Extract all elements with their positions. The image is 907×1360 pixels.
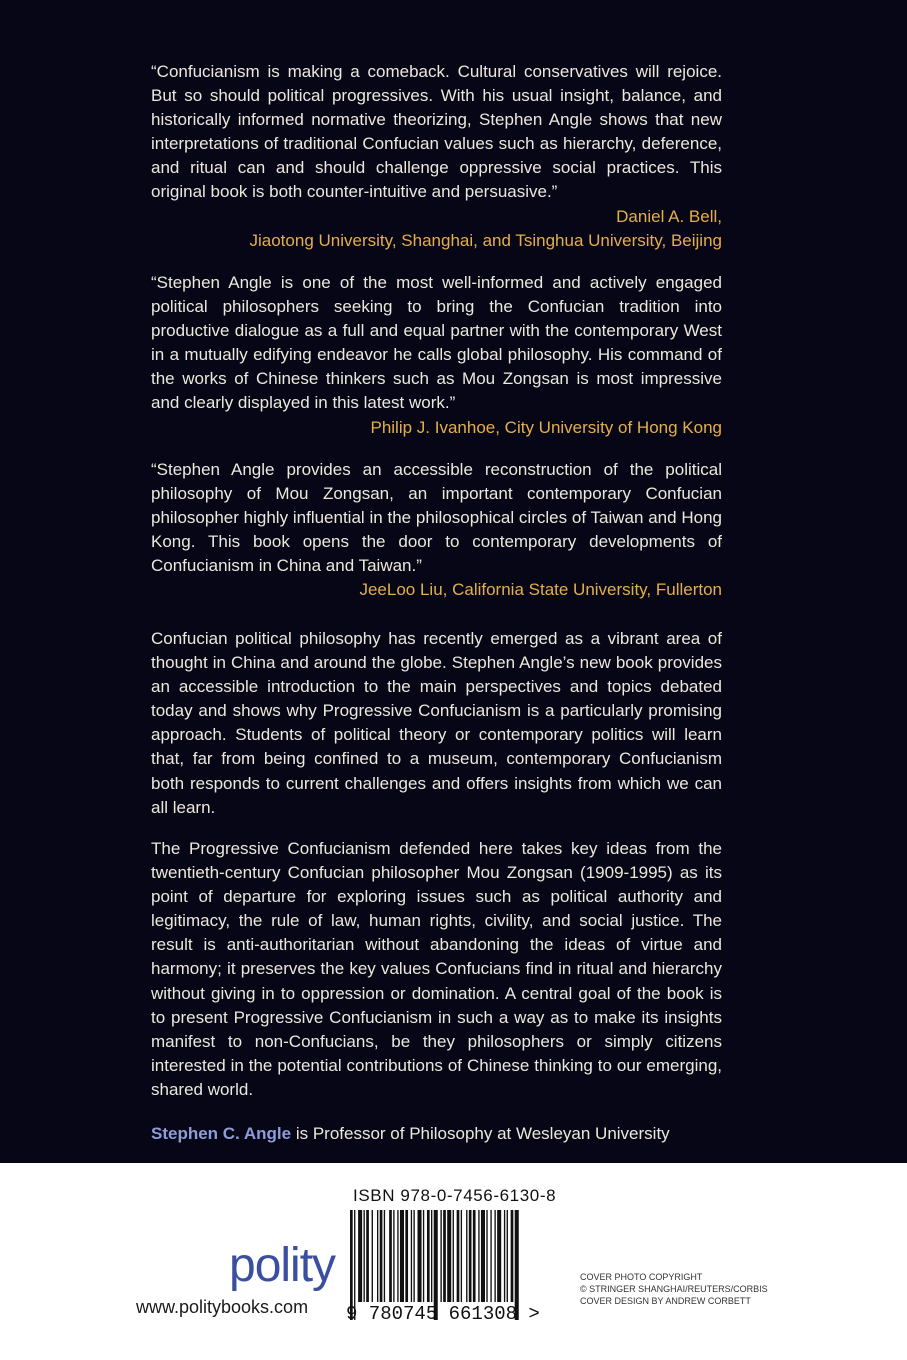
barcode-bar: [358, 1210, 362, 1302]
barcode-bar: [486, 1210, 487, 1302]
endorsement-attribution-name: Daniel A. Bell,: [616, 206, 722, 226]
barcode-bar: [461, 1210, 462, 1302]
barcode-bar: [497, 1210, 501, 1302]
barcode-bar: [431, 1210, 432, 1302]
barcode-bar: [366, 1210, 369, 1302]
isbn-label: ISBN 978-0-7456-6130-8: [353, 1186, 557, 1205]
publisher-url[interactable]: www.politybooks.com: [136, 1297, 309, 1317]
barcode-bar: [511, 1210, 514, 1302]
cover-credits: [580, 1271, 768, 1307]
barcode-bar: [389, 1210, 392, 1302]
barcode-bar: [478, 1210, 479, 1302]
endorsement-attribution-affiliation: Jiaotong University, Shanghai, and Tsinghua University, Beijing: [249, 230, 722, 250]
publisher-logo: polity: [229, 1239, 336, 1292]
credit-line: COVER DESIGN BY ANDREW CORBETT: [580, 1296, 751, 1306]
barcode-bar: [504, 1210, 505, 1302]
barcode-bar: [507, 1210, 508, 1302]
barcode-bar: [413, 1210, 414, 1302]
endorsement-quote: “Stephen Angle provides an accessible reconstruction of the political philosophy of Mou Zongsan, an important contemporary Confucian philosopher highly influential in the philosophical circles of Taiwan and Hong Kong. This book opens the door to contemporary developments of Confucianism in China and Taiwan.”: [151, 460, 722, 576]
barcode-bar: [494, 1210, 495, 1302]
barcode-bar: [473, 1210, 476, 1302]
barcode-bar: [440, 1210, 441, 1302]
description-paragraph-1: Confucian political philosophy has recently emerged as a vibrant area of thought in China and around the globe. Stephen Angle’s new book provides an accessible introduction to the main perspectives and topics debated today and shows why Progressive Confucianism is a particularly promising approach. Students of political theory or contemporary politics will learn that, far from being confined to a museum, contemporary Confucianism both responds to current challenges and offers insights from which we can all learn.: [151, 629, 722, 817]
barcode-bar: [384, 1210, 385, 1302]
barcode-bar: [457, 1210, 460, 1302]
endorsement-1: [151, 60, 722, 253]
author-bio: [151, 1122, 722, 1146]
barcode-bar: [364, 1210, 365, 1302]
barcode-bar: [427, 1210, 430, 1302]
barcode-bar: [393, 1210, 394, 1302]
author-name: Stephen C. Angle: [151, 1124, 292, 1143]
barcode-bar: [469, 1210, 472, 1302]
barcode-bar: [466, 1210, 467, 1302]
endorsement-quote: “Confucianism is making a comeback. Cultural conservatives will rejoice. But so should political progressives. With his usual insight, balance, and historically informed normative theorizing, Stephen Angle shows that new interpretations of traditional Confucian values such as hierarchy, deference, and ritual can and should challenge oppressive social practices. This original book is both counter-intuitive and persuasive.”: [151, 62, 722, 202]
barcode-digits: 9 780745 661308 >: [346, 1303, 540, 1325]
endorsement-attribution: JeeLoo Liu, California State University, Fullerton: [359, 580, 722, 600]
barcode-bar: [481, 1210, 485, 1302]
barcode-bar: [372, 1210, 373, 1302]
endorsement-attribution: Philip J. Ivanhoe, City University of Hong Kong: [370, 417, 722, 437]
credit-line: COVER PHOTO COPYRIGHT: [580, 1272, 703, 1282]
barcode-bar: [400, 1210, 404, 1302]
barcode-bar: [411, 1210, 412, 1302]
description-paragraph-2: The Progressive Confucianism defended here takes key ideas from the twentieth-century Confucian philosopher Mou Zongsan (1909-1995) as its point of departure for exploring issues such as political authority and legitimacy, the rule of law, human rights, civility, and social justice. The result is anti-authoritarian without abandoning the ideas of virtue and harmony; it preserves the key values Confucians find in ritual and hierarchy without giving in to oppression or domination. A central goal of the book is to present Progressive Confucianism in such a way as to make its insights manifest to non-Confucians, be they philosophers or simply citizens interested in the potential contributions of Chinese thinking to our emerging, shared world.: [151, 839, 722, 1099]
author-bio-text: is Professor of Philosophy at Wesleyan University: [291, 1124, 670, 1143]
endorsement-2: [151, 271, 722, 440]
barcode-bar: [447, 1210, 451, 1302]
barcode-bar: [380, 1210, 383, 1302]
endorsement-quote: “Stephen Angle is one of the most well-informed and actively engaged political philosophers seeking to bring the Confucian tradition into productive dialogue as a full and equal partner with the contemporary West in a mutually edifying endeavor he calls global philosophy. His command of the works of Chinese thinkers such as Mou Zongsan is most impressive and clearly displayed in this latest work.”: [151, 273, 722, 413]
credit-line: © STRINGER SHANGHAI/REUTERS/CORBIS: [580, 1284, 768, 1294]
endorsement-3: [151, 458, 722, 603]
barcode-bar: [405, 1210, 408, 1302]
barcode-bar: [453, 1210, 454, 1302]
barcode-bar: [443, 1210, 446, 1302]
barcode-bar: [490, 1210, 491, 1302]
barcode-bar: [397, 1210, 398, 1302]
barcode-bar: [377, 1210, 378, 1302]
barcode-bar: [418, 1210, 422, 1302]
barcode-bar: [423, 1210, 424, 1302]
